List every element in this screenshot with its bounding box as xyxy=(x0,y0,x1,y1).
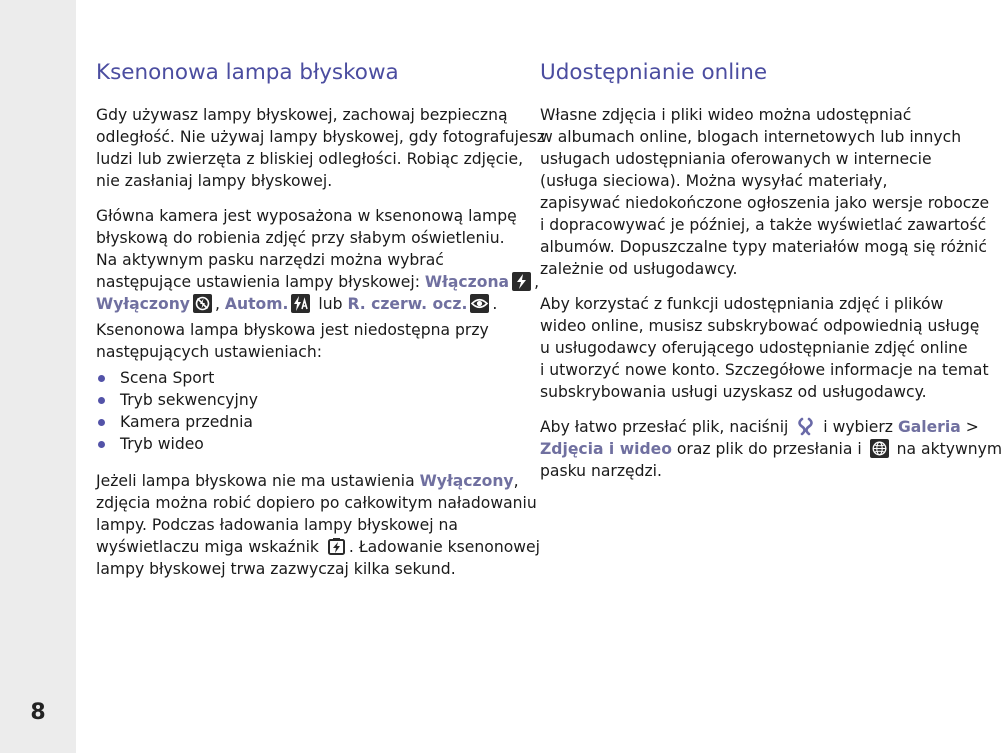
page-number: 8 xyxy=(30,700,46,725)
flash-auto-icon xyxy=(291,294,310,313)
paragraph-safety: Gdy używasz lampy błyskowej, zachowaj bezpieczną odległość. Nie używaj lampy błyskowej, gdy fotografujesz ludzi lub zwierzęta z bliskiej odległości. Robiąc zdjęcie, nie zasłaniaj lampy błyskowej. xyxy=(96,106,545,190)
bullet-icon xyxy=(98,375,105,382)
option-red-eye: R. czerw. ocz. xyxy=(347,295,468,313)
heading-xenon-flash: Ksenonowa lampa błyskowa xyxy=(96,60,399,85)
heading-online-sharing: Udostępnianie online xyxy=(540,60,768,85)
menu-key-icon xyxy=(796,417,815,436)
paragraph-unavailable: Ksenonowa lampa błyskowa jest niedostępna przy następujących ustawieniach: xyxy=(96,321,489,361)
setting-off-link: Wyłączony xyxy=(419,472,514,490)
page-sidebar xyxy=(0,0,76,753)
menu-zdjecia-i-wideo: Zdjęcia i wideo xyxy=(540,440,672,458)
flash-charging-icon xyxy=(327,537,346,556)
list-item: Tryb sekwencyjny xyxy=(96,389,516,411)
option-flash-auto: Autom. xyxy=(224,295,289,313)
bullet-icon xyxy=(98,441,105,448)
list-item: Scena Sport xyxy=(96,367,516,389)
online-share-icon xyxy=(870,439,889,458)
flash-on-icon xyxy=(512,272,531,291)
list-item: Tryb wideo xyxy=(96,433,516,455)
paragraph-charging: Jeżeli lampa błyskowa nie ma ustawienia Wyłączony, zdjęcia można robić dopiero po całkowitym naładowaniu lampy. Podczas ładowania lampy błyskowej na wyświetlaczu miga wskaźnik . Ładowanie ksenonowej lampy błyskowej trwa zazwyczaj kilka sekund. xyxy=(96,472,540,578)
paragraph-share-intro: Własne zdjęcia i pliki wideo można udostępniać w albumach online, blogach internetowych lub innych usługach udostępniania oferowanych w internecie (usługa sieciowa). Można wysyłać materiały, zapisywać niedokończone ogłoszenia jako wersje robocze i dopracowywać je później, a także wyświetlać zawartość albumów. Dopuszczalne typy materiałów mogą się różnić zależnie od usługodawcy. xyxy=(540,106,990,278)
paragraph-subscription: Aby korzystać z funkcji udostępniania zdjęć i plików wideo online, musisz subskrybować odpowiednią usługę u usługodawcy oferującego udostępnianie zdjęć online i utworzyć nowe konto. Szczegółowe informacje na temat subskrybowania usługi uzyskasz od usługodawcy. xyxy=(540,295,989,401)
unavailable-modes-list xyxy=(96,367,516,455)
right-column xyxy=(540,58,1002,482)
bullet-icon xyxy=(98,397,105,404)
bullet-icon xyxy=(98,419,105,426)
option-flash-on: Włączona xyxy=(424,273,510,291)
flash-off-icon xyxy=(193,294,212,313)
red-eye-icon xyxy=(470,294,489,313)
paragraph-upload: Aby łatwo przesłać plik, naciśnij i wybierz Galeria > Zdjęcia i wideo oraz plik do przesłania i na aktywnym pasku narzędzi. xyxy=(540,418,1002,480)
paragraph-flash-settings: Główna kamera jest wyposażona w ksenonową lampę błyskową do robienia zdjęć przy słabym oświetleniu. Na aktywnym pasku narzędzi można wybrać następujące ustawienia lampy błyskowej: Włączona , Wyłączony , Autom. lub R. czerw. ocz. . xyxy=(96,207,540,313)
list-item: Kamera przednia xyxy=(96,411,516,433)
option-flash-off: Wyłączony xyxy=(96,295,190,313)
menu-galeria: Galeria xyxy=(897,418,961,436)
left-column xyxy=(96,58,545,580)
